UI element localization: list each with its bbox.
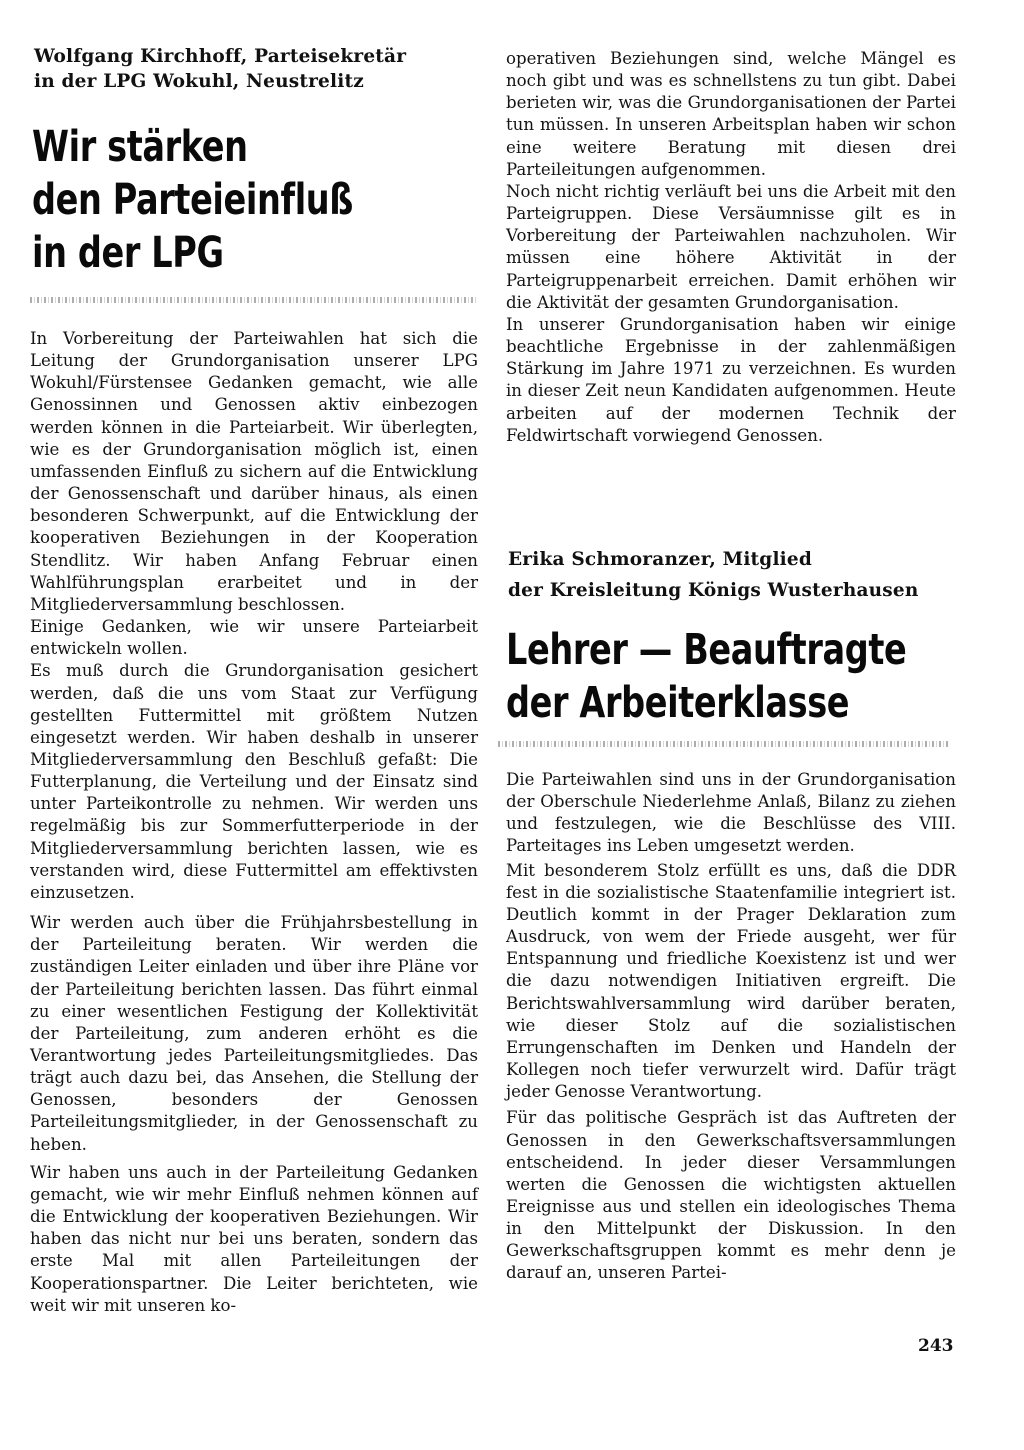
headline-rule	[498, 741, 948, 747]
byline-line: Erika Schmoranzer, Mitglied	[508, 549, 813, 570]
paragraph: Die Parteiwahlen sind uns in der Grundorganisation der Oberschule Niederlehme Anlaß, Bilanz zu ziehen und festzulegen, wie die Beschlüsse des VIII. Parteitages ins Leben umgesetzt werden.	[506, 770, 956, 856]
page-number: 243	[918, 1336, 954, 1356]
article2-headline	[506, 624, 956, 730]
paragraph: Einige Gedanken, wie wir unsere Parteiarbeit entwickeln wollen.	[30, 617, 478, 659]
headline-line: den Parteieinfluß	[32, 175, 354, 225]
paragraph: Noch nicht richtig verläuft bei uns die Arbeit mit den Parteigruppen. Diese Versäumnisse gilt es in Vorbereitung der Parteiwahlen nachzuholen. Wir müssen eine höhere Aktivität in der Parteigruppenarbeit erreichen. Damit erhöhen wir die Aktivität der gesamten Grundorganisation.	[506, 181, 956, 312]
headline-line: Wir stärken	[32, 122, 248, 172]
paragraph: Es muß durch die Grundorganisation gesichert werden, daß die uns vom Staat zur Verfügung gestellten Futtermittel mit größtem Nutzen eingesetzt werden. Wir haben deshalb in unserer Mitgliederversammlung den Beschluß gefaßt: Die Futterplanung, die Verteilung und der Einsatz sind unter Parteikontrolle zu nehmen. Wir werden uns regelmäßig bis zur Sommerfutterperiode in der Mitgliederversammlung berichten lassen, wie es verstanden wird, diese Futtermittel am effektivsten einzusetzen.	[30, 661, 478, 902]
paragraph: Wir werden auch über die Frühjahrsbestellung in der Parteileitung beraten. Wir werden die zuständigen Leiter einladen und über ihre Pläne vor der Parteileitung berichten lassen. Das führt einmal zu einer wesentlichen Festigung der Kollektivität der Parteileitung, zum anderen erhöht es die Verantwortung jedes Parteileitungsmitgliedes. Das trägt auch dazu bei, das Ansehen, die Stellung der Genossen, besonders der Genossen Parteileitungsmitglieder, in der Genossenschaft zu heben.	[30, 913, 478, 1154]
article1-body	[30, 328, 478, 1317]
paragraph: Mit besonderem Stolz erfüllt es uns, daß die DDR fest in die sozialistische Staatenfamilie integriert ist. Deutlich kommt in der Prager Deklaration zum Ausdruck, von wem der Friede ausgeht, wer für Entspannung und friedliche Koexistenz ist und wer die dazu notwendigen Initiativen ergreift. Die Berichtswahlversammlung wird darüber beraten, wie dieser Stolz auf die sozialistischen Errungenschaften im Denken und Handeln der Kollegen noch tiefer verwurzelt wird. Dafür trägt jeder Genosse Verantwortung.	[506, 860, 956, 1102]
article2-body	[506, 769, 956, 1285]
paragraph: Wir haben uns auch in der Parteileitung Gedanken gemacht, wie wir mehr Einfluß nehmen können auf die Entwicklung der kooperativen Beziehungen. Wir haben das nicht nur bei uns beraten, sondern das erste Mal mit allen Parteileitungen der Kooperationspartner. Die Leiter berichteten, wie weit wir mit unseren ko-	[30, 1162, 478, 1315]
byline-line: Wolfgang Kirchhoff, Parteisekretär	[34, 46, 407, 67]
paragraph: Für das politische Gespräch ist das Auftreten der Genossen in den Gewerkschaftsversammlungen entscheidend. In jeder dieser Versammlungen werten die Genossen die wichtigsten aktuellen Ereignisse aus und stellen ein ideologisches Thema in den Mittelpunkt der Diskussion. In den Gewerkschaftsgruppen kommt es mehr denn je darauf an, unseren Partei-	[506, 1108, 956, 1283]
headline-rule	[30, 297, 478, 303]
headline-line: in der LPG	[32, 228, 224, 278]
byline-line: der Kreisleitung Königs Wusterhausen	[508, 580, 919, 601]
article1-byline	[34, 44, 474, 94]
headline-line: der Arbeiterklasse	[506, 678, 850, 728]
paragraph: operativen Beziehungen sind, welche Mängel es noch gibt und was es schnellstens zu tun gibt. Dabei berieten wir, was die Grundorganisationen der Partei tun müssen. In unseren Arbeitsplan haben wir schon eine weitere Beratung mit diesen drei Parteileitungen aufgenommen.	[506, 49, 956, 179]
article2-byline	[508, 544, 956, 606]
paragraph: In unserer Grundorganisation haben wir einige beachtliche Ergebnisse in der zahlenmäßigen Stärkung im Jahre 1971 zu verzeichnen. Es wurden in dieser Zeit neun Kandidaten aufgenommen. Heute arbeiten auf der modernen Technik der Feldwirtschaft vorwiegend Genossen.	[506, 314, 956, 445]
headline-line: Lehrer — Beauftragte	[506, 625, 907, 675]
article1-continuation	[506, 48, 956, 447]
byline-line: in der LPG Wokuhl, Neustrelitz	[34, 71, 364, 92]
paragraph: In Vorbereitung der Parteiwahlen hat sich die Leitung der Grundorganisation unserer LPG Wokuhl/Fürstensee Gedanken gemacht, wie alle Genossinnen und Genossen aktiv einbezogen werden können in die Parteiarbeit. Wir überlegten, wie es der Grundorganisation möglich ist, einen umfassenden Einfluß zu sichern auf die Entwicklung der Genossenschaft und darüber hinaus, als einen besonderen Schwerpunkt, auf die Entwicklung der kooperativen Beziehungen in der Kooperation Stendlitz. Wir haben Anfang Februar einen Wahlführungsplan erarbeitet und in der Mitgliederversammlung beschlossen.	[30, 329, 478, 614]
article1-headline	[32, 121, 472, 280]
